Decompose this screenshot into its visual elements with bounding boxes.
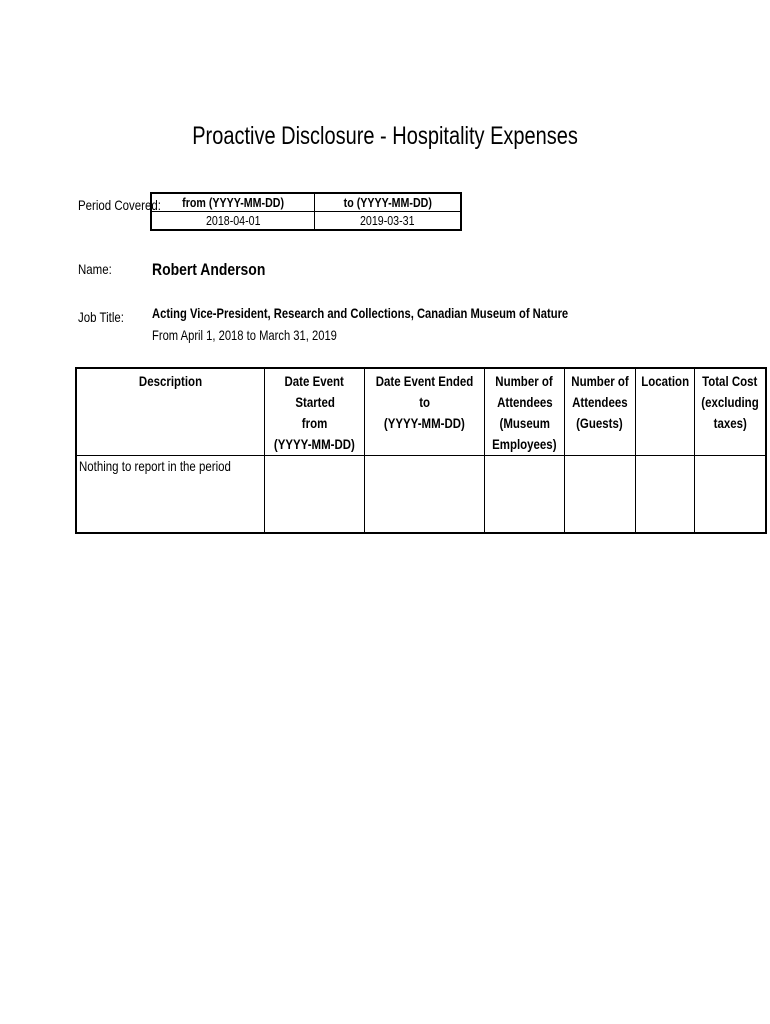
hospitality-expenses-table [75,367,767,534]
period-to-header: to (YYYY-MM-DD) [315,193,462,212]
reporting-date-range: From April 1, 2018 to March 31, 2019 [152,327,337,343]
job-title-label: Job Title: [78,309,124,325]
name-label: Name: [78,261,112,277]
column-header-date-ended: Date Event Ended to (YYYY-MM-DD) [365,368,485,456]
period-from-value: 2018-04-01 [151,212,315,231]
period-from-header: from (YYYY-MM-DD) [151,193,315,212]
period-covered-label: Period Covered: [78,197,161,213]
column-header-attendees-guests: Number of Attendees (Guests) [564,368,635,456]
cell-location [635,456,694,534]
cell-total-cost [694,456,766,534]
column-header-total-cost: Total Cost (excluding taxes) [694,368,766,456]
job-title-value: Acting Vice-President, Research and Collections, Canadian Museum of Nature [152,305,569,321]
period-table [150,192,462,231]
cell-date-started [265,456,365,534]
cell-date-ended [365,456,485,534]
cell-description: Nothing to report in the period [76,456,265,534]
document-title: Proactive Disclosure - Hospitality Expenses [192,122,578,150]
period-to-value: 2019-03-31 [315,212,462,231]
column-header-description: Description [76,368,265,456]
cell-attendees-guests [564,456,635,534]
table-header-row [76,368,766,456]
name-value: Robert Anderson [152,260,266,279]
column-header-location: Location [635,368,694,456]
column-header-attendees-employees: Number of Attendees (Museum Employees) [485,368,565,456]
table-row [76,456,766,534]
column-header-date-started: Date Event Started from (YYYY-MM-DD) [265,368,365,456]
cell-attendees-employees [485,456,565,534]
